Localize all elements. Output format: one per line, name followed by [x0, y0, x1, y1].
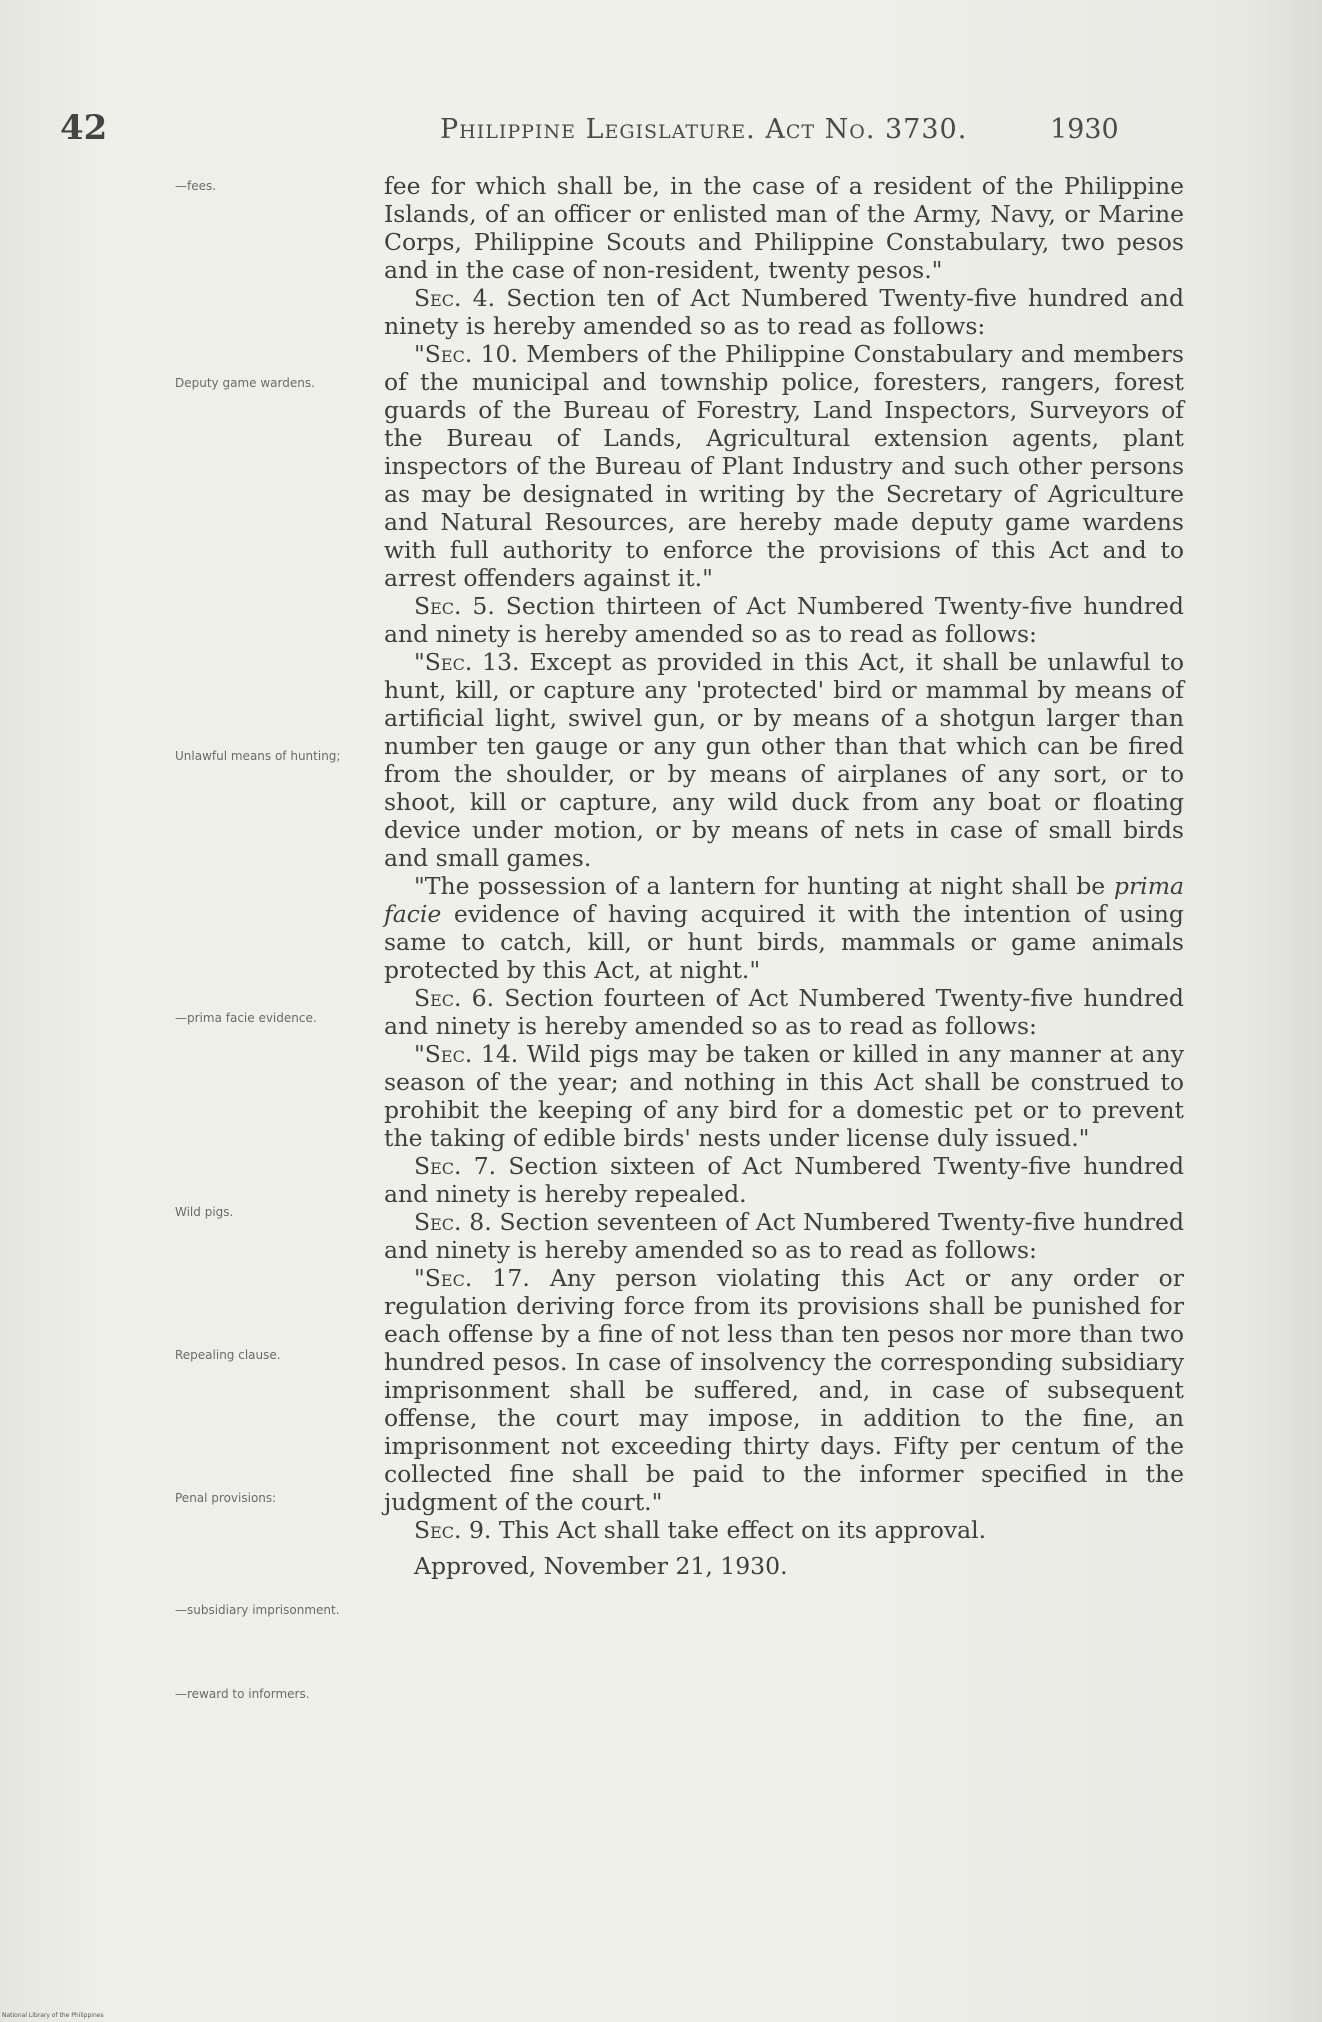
paragraph-sec-6: Sec. 6. Section fourteen of Act Numbered Twenty-five hundred and ninety is hereby amended so as to read as follows: [384, 984, 1184, 1040]
paragraph-fee: fee for which shall be, in the case of a resident of the Philippine Islands, of an officer or enlisted man of the Army, Navy, or Marine Corps, Philippine Scouts and Philippine Constabulary, two pesos and in the case of non-resident, twenty pesos." [384, 172, 1184, 284]
paragraph-sec-9: Sec. 9. This Act shall take effect on its approval. [414, 1516, 987, 1544]
running-head: Philippine Legislature. Act No. 3730. [440, 114, 968, 145]
paragraph-prima-facie: "The possession of a lantern for hunting at night shall be prima facie evidence of having acquired it with the intention of using same to catch, kill, or hunt birds, mammals or game animals protected by this Act, at night." [384, 872, 1184, 984]
section-label: Sec. 4. [414, 284, 496, 312]
section-label: "Sec. 10. [414, 340, 518, 368]
section-label: "Sec. 17. [414, 1264, 530, 1292]
running-head-year: 1930 [1050, 114, 1119, 145]
approval-date: Approved, November 21, 1930. [414, 1552, 788, 1580]
paragraph-sec-17: "Sec. 17. Any person violating this Act or any order or regulation deriving force from its provisions shall be punished for each offense by a fine of not less than ten pesos nor more than two hundred pesos. In case of insolvency the corresponding subsidiary imprisonment shall be suffered, and, in case of subsequent offense, the court may impose, in addition to the fine, an imprisonment not exceeding thirty days. Fifty per centum of the collected fine shall be paid to the informer specified in the judgment of the court." [384, 1264, 1184, 1516]
margin-note-fees: —fees. [175, 179, 217, 193]
paragraph-sec-7: Sec. 7. Section sixteen of Act Numbered Twenty-five hundred and ninety is hereby repealed. [384, 1152, 1184, 1208]
margin-note-prima-facie: —prima facie evidence. [175, 1011, 317, 1025]
margin-note-penal-provisions: Penal provisions: [175, 1491, 277, 1505]
section-label: "Sec. 13. [414, 648, 520, 676]
page-number: 42 [60, 108, 108, 148]
italic-term: prima facie [384, 872, 1184, 928]
paragraph-sec-14: "Sec. 14. Wild pigs may be taken or killed in any manner at any season of the year; and nothing in this Act shall be construed to prohibit the keeping of any bird for a domestic pet or to prevent the taking of edible birds' nests under license duly issued." [384, 1040, 1184, 1152]
scan-footer: National Library of the Philippines [2, 2012, 104, 2019]
margin-note-subsidiary-imprisonment: —subsidiary imprisonment. [175, 1603, 340, 1617]
paragraph-sec-10: "Sec. 10. Members of the Philippine Constabulary and members of the municipal and township police, foresters, rangers, forest guards of the Bureau of Forestry, Land Inspectors, Surveyors of the Bureau of Lands, Agricultural extension agents, plant inspectors of the Bureau of Plant Industry and such other persons as may be designated in writing by the Secretary of Agriculture and Natural Resources, are hereby made deputy game wardens with full authority to enforce the provisions of this Act and to arrest offenders against it." [384, 340, 1184, 592]
section-label: Sec. 9. [414, 1516, 492, 1544]
act-body-text [384, 172, 1184, 1580]
section-label: Sec. 8. [414, 1208, 492, 1236]
margin-note-unlawful-means: Unlawful means of hunting; [175, 749, 341, 763]
section-label: Sec. 7. [414, 1152, 497, 1180]
section-label: "Sec. 14. [414, 1040, 519, 1068]
section-label: Sec. 6. [414, 984, 495, 1012]
paragraph-sec-8: Sec. 8. Section seventeen of Act Numbered Twenty-five hundred and ninety is hereby amended so as to read as follows: [384, 1208, 1184, 1264]
margin-note-repealing-clause: Repealing clause. [175, 1348, 281, 1362]
paragraph-sec-5: Sec. 5. Section thirteen of Act Numbered Twenty-five hundred and ninety is hereby amended so as to read as follows: [384, 592, 1184, 648]
section-label: Sec. 5. [414, 592, 495, 620]
paragraph-sec-4: Sec. 4. Section ten of Act Numbered Twenty-five hundred and ninety is hereby amended so as to read as follows: [384, 284, 1184, 340]
margin-note-reward-informers: —reward to informers. [175, 1687, 310, 1701]
paragraph-sec-13: "Sec. 13. Except as provided in this Act, it shall be unlawful to hunt, kill, or capture any 'protected' bird or mammal by means of artificial light, swivel gun, or by means of a shotgun larger than number ten gauge or any gun other than that which can be fired from the shoulder, or by means of airplanes of any sort, or to shoot, kill or capture, any wild duck from any boat or floating device under motion, or by means of nets in case of small birds and small games. [384, 648, 1184, 872]
page-header [60, 108, 1120, 148]
margin-note-wild-pigs: Wild pigs. [175, 1205, 234, 1219]
margin-note-deputy-game-wardens: Deputy game wardens. [175, 376, 315, 390]
